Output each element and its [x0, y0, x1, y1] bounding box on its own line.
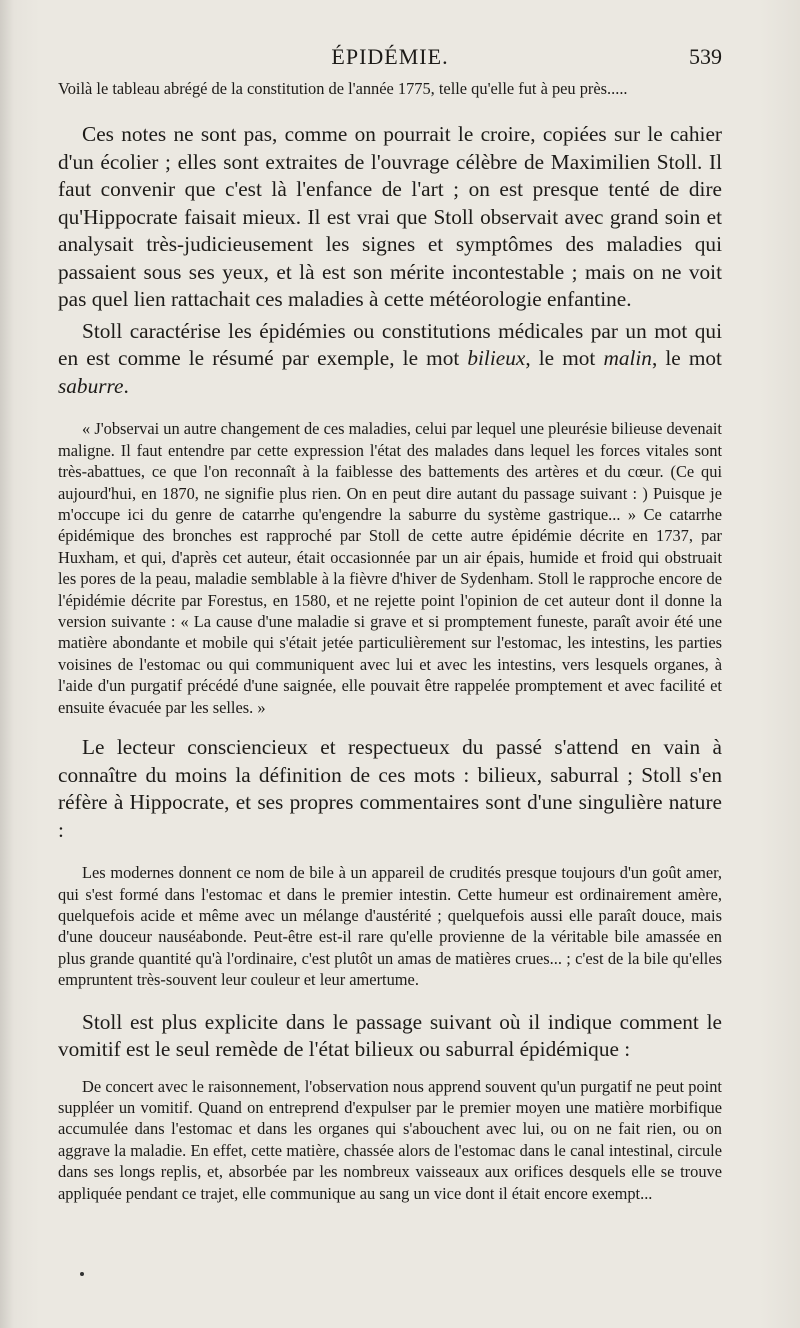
- paragraph-2-text-mid-1: , le mot: [525, 346, 604, 371]
- page-header: [58, 40, 722, 74]
- paragraph-2-text-start: Stoll caractérise les épidémies ou constitutions médicales par un mot qui en est comme le résumé par exemple, le mot: [58, 318, 722, 371]
- quotation-2: Les modernes donnent ce nom de bile à un appareil de crudités presque toujours d'un goût amer, qui s'est formé dans l'estomac et dans le premier intestin. Cette humeur est ordinairement amère, quelquefois acide et même avec un mélange d'austérité ; quelquefois aussi elle paraît douce, mais d'une douceur nauséabonde. Peut-être est-il rare qu'elle provienne de la véritable bile amassée en plus grande quantité qu'à l'ordinaire, c'est plutôt un amas de matières crues... ; c'est de la bile qu'elles empruntent très-souvent leur couleur et leur amertume.: [58, 863, 722, 990]
- body-paragraph-4: Stoll est plus explicite dans le passage suivant où il indique comment le vomitif est le seul remède de l'état bilieux ou saburral épidémique :: [58, 1009, 722, 1062]
- running-title: ÉPIDÉMIE.: [331, 44, 449, 69]
- quotation-3: De concert avec le raisonnement, l'observation nous apprend souvent qu'un purgatif ne peut point suppléer un vomitif. Quand on entreprend d'expulser par le premier moyen une matière morbifique accumulée dans l'estomac et dans les organes qui s'abouchent avec lui, ou on ne fait rien, ou on aggrave la maladie. En effet, cette matière, chassée alors de l'estomac dans le canal intestinal, circule dans ses longs replis, et, absorbée par les nombreux vaisseaux aux orifices desquels elle se trouve appliquée pendant ce trajet, elle communique au sang un vice dont il était encore exempt...: [58, 1076, 722, 1203]
- body-paragraph-1: Ces notes ne sont pas, comme on pourrait le croire, copiées sur le cahier d'un écolier ; elles sont extraites de l'ouvrage célèbre de Maximilien Stoll. Il faut convenir que c'est là l'enfance de l'art ; on est presque tenté de dire qu'Hippocrate faisait mieux. Il est vrai que Stoll observait avec grand soin et analysait très-judicieusement les signes et symptômes des maladies qui passaient sous ses yeux, et là est son mérite incontestable ; mais on ne voit pas quel lien rattachait ces maladies à cette météorologie enfantine.: [58, 122, 722, 312]
- body-paragraph-2: [58, 318, 722, 401]
- body-paragraph-3: Le lecteur consciencieux et respectueux du passé s'attend en vain à connaître du moins la définition de ces mots : bilieux, saburral ; Stoll s'en réfère à Hippocrate, et ses propres commentaires sont d'une singulière nature :: [58, 735, 722, 842]
- term-malin: malin: [603, 346, 652, 371]
- page-number: 539: [689, 44, 722, 69]
- intro-paragraph: Voilà le tableau abrégé de la constitution de l'année 1775, telle qu'elle fut à peu près.....: [58, 79, 628, 98]
- term-bilieux: bilieux: [467, 346, 526, 371]
- term-saburre: saburre: [58, 373, 124, 398]
- ink-speck: [80, 1272, 84, 1276]
- quotation-1: « J'observai un autre changement de ces maladies, celui par lequel une pleurésie bilieuse devenait maligne. Il faut entendre par cette expression l'état des malades dans lequel les forces vitales sont très-abattues, ce que l'on reconnaît à la faiblesse des battements des artères et du cœur. (Ce qui aujourd'hui, en 1870, ne signifie plus rien. On en peut dire autant du passage suivant : ) Puisque je m'occupe ici du genre de catarrhe qu'engendre la saburre du système gastrique... » Ce catarrhe épidémique des bronches est rapproché par Stoll de cette autre épidémie décrite en 1737, par Huxham, et qui, d'après cet auteur, était occasionnée par un air épais, humide et froid qui obstruait les pores de la peau, maladie semblable à la fièvre d'hiver de Sydenham. Stoll le rapproche encore de l'épidémie décrite par Forestus, en 1580, et ne rejette point l'opinion de cet auteur dont il donne la version suivante : « La cause d'une maladie si grave et si promptement funeste, paraît avoir été une matière abondante et mobile qui s'était jetée particulièrement sur l'estomac, les intestins, les parties voisines de l'estomac ou qui communiquent avec lui et avec les intestins, vers lesquels organes, à l'aide d'un purgatif précédé d'une saignée, elle pouvait être rappelée promptement et avec facilité et ensuite évacuée par les selles. »: [58, 419, 722, 717]
- paragraph-2-text-end: .: [123, 373, 129, 398]
- paragraph-2-text-mid-2: , le mot: [651, 346, 722, 371]
